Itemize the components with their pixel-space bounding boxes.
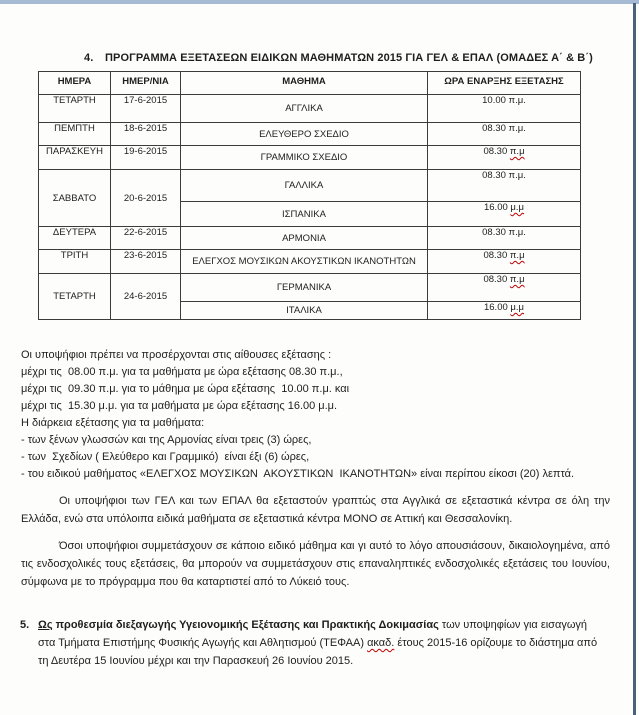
- bold-lead: προθεσμία διεξαγωγής Υγειονομικής Εξέτασης και Πρακτικής Δοκιμασίας: [52, 619, 439, 631]
- column-header-date: ΗΜΕΡ/ΝΙΑ: [111, 72, 181, 95]
- time-cell: 10.00 π.μ.: [428, 95, 581, 123]
- exam-schedule-table: [38, 71, 581, 320]
- text-line: μέχρι τις 08.00 π.μ. για τα μαθήματα με ώρα εξέτασης 08.30 π.μ.,: [21, 366, 343, 378]
- section-5-paragraph: [20, 616, 606, 670]
- text-line: - του ειδικού μαθήματος «ΕΛΕΓΧΟΣ ΜΟΥΣΙΚΩΝ ΑΚΟΥΣΤΙΚΩΝ ΙΚΑΝΟΤΗΤΩΝ» είναι περίπου είκοσι (20) λεπτά.: [21, 468, 575, 480]
- spellcheck-flagged-word: ακαδ.: [367, 637, 395, 649]
- day-cell: ΣΑΒΒΑΤΟ: [39, 170, 111, 227]
- table-row: [39, 250, 581, 274]
- text-line: - των Σχεδίων ( Ελεύθερο και Γραμμικό) είναι έξι (6) ώρες,: [21, 451, 310, 463]
- spellcheck-flagged-word: μ.μ: [510, 302, 524, 313]
- date-cell: 19-6-2015: [111, 146, 181, 170]
- underlined-lead: Ως: [38, 619, 53, 631]
- date-cell: 20-6-2015: [111, 170, 181, 227]
- text-line: - των ξένων γλωσσών και της Αρμονίας είναι τρεις (3) ώρες,: [21, 434, 312, 446]
- section-5-text: [38, 616, 606, 670]
- time-cell: 16.00 μ.μ: [428, 302, 581, 320]
- table-row: [39, 146, 581, 170]
- subject-cell: ΑΓΓΛΙΚΑ: [181, 95, 428, 123]
- table-row: [39, 123, 581, 146]
- subject-cell: ΙΣΠΑΝΙΚΑ: [181, 202, 428, 227]
- day-cell: ΤΡΙΤΗ: [39, 250, 111, 274]
- time-cell: 08.30 π.μ: [428, 250, 581, 274]
- date-cell: 18-6-2015: [111, 123, 181, 146]
- subject-cell: ΓΡΑΜΜΙΚΟ ΣΧΕΔΙΟ: [181, 146, 428, 170]
- table-row: [39, 274, 581, 302]
- spellcheck-flagged-word: π.μ: [509, 274, 525, 285]
- subject-cell: ΕΛΕΥΘΕΡΟ ΣΧΕΔΙΟ: [181, 123, 428, 146]
- date-cell: 23-6-2015: [111, 250, 181, 274]
- section-number: 5.: [20, 619, 30, 631]
- subject-cell: ΑΡΜΟΝΙΑ: [181, 227, 428, 250]
- column-header-time: ΩΡΑ ΕΝΑΡΞΗΣ ΕΞΕΤΑΣΗΣ: [428, 72, 581, 95]
- day-cell: ΤΕΤΑΡΤΗ: [39, 274, 111, 320]
- column-header-day: ΗΜΕΡΑ: [39, 72, 111, 95]
- column-header-subject: ΜΑΘΗΜΑ: [181, 72, 428, 95]
- time-cell: 08.30 π.μ: [428, 274, 581, 302]
- paragraph-absentees: Όσοι υποψήφιοι συμμετάσχουν σε κάποιο ειδικό μάθημα και γι αυτό το λόγο απουσιάσουν, δικαιολογημένα, από τις ενδοσχολικές τους εξετάσεις, θα μπορούν να συμμετάσχουν στις επαναληπτικές ενδοσχολικές εξετάσεις του Ιουνίου, σύμφωνα με το πρόγραμμα που θα καταρτιστεί από το Λύκειό τους.: [21, 540, 610, 588]
- section-number: 4.: [84, 52, 94, 64]
- text-line: Η διάρκεια εξέτασης για τα μαθήματα:: [21, 417, 205, 429]
- time-cell: 16.00 μ.μ: [428, 202, 581, 227]
- window-right-edge: [633, 3, 636, 715]
- table-row: [39, 227, 581, 250]
- day-cell: ΠΕΜΠΤΗ: [39, 123, 111, 146]
- subject-cell: ΓΑΛΛΙΚΑ: [181, 170, 428, 202]
- text-line: μέχρι τις 09.30 π.μ. για το μάθημα με ώρα εξέτασης 10.00 π.μ. και: [21, 383, 350, 395]
- time-cell: 08.30 π.μ.: [428, 227, 581, 250]
- section-4-heading: [84, 52, 632, 64]
- exam-table-body: [39, 95, 581, 320]
- section-title-text: ΠΡΟΓΡΑΜΜΑ ΕΞΕΤΑΣΕΩΝ ΕΙΔΙΚΩΝ ΜΑΘΗΜΑΤΩΝ 2015 ΓΙΑ ΓΕΛ & ΕΠΑΛ (ΟΜΑΔΕΣ Α΄ & Β΄): [105, 52, 593, 64]
- paragraph-exam-centers: Οι υποψήφιοι των ΓΕΛ και των ΕΠΑΛ θα εξεταστούν γραπτώς στα Αγγλικά σε εξεταστικά κέντρα σε όλη την Ελλάδα, ενώ στα υπόλοιπα ειδικά μαθήματα σε εξεταστικά κέντρα ΜΟΝΟ σε Αττική και Θεσσαλονίκη.: [21, 495, 610, 525]
- subject-cell: ΙΤΑΛΙΚΑ: [181, 302, 428, 320]
- spellcheck-flagged-word: π.μ: [509, 250, 525, 261]
- day-cell: ΔΕΥΤΕΡΑ: [39, 227, 111, 250]
- spellcheck-flagged-word: π.μ: [509, 146, 525, 157]
- time-cell: 08.30 π.μ: [428, 146, 581, 170]
- text-line: μέχρι τις 15.30 μ.μ. για τα μαθήματα με ώρα εξέτασης 16.00 μ.μ.: [21, 400, 338, 412]
- subject-cell: ΕΛΕΓΧΟΣ ΜΟΥΣΙΚΩΝ ΑΚΟΥΣΤΙΚΩΝ ΙΚΑΝΟΤΗΤΩΝ: [181, 250, 428, 274]
- time-cell: 08.30 π.μ.: [428, 123, 581, 146]
- text-line: Οι υποψήφιοι πρέπει να προσέρχονται στις αίθουσες εξέτασης :: [21, 349, 332, 361]
- table-row: [39, 95, 581, 123]
- date-cell: 24-6-2015: [111, 274, 181, 320]
- table-header-row: [39, 72, 581, 95]
- time-cell: 08.30 π.μ.: [428, 170, 581, 202]
- table-row: [39, 170, 581, 202]
- subject-cell: ΓΕΡΜΑΝΙΚΑ: [181, 274, 428, 302]
- plain-text: των υποψηφίων για εισαγωγή στα Τμήματα Επιστήμης Φυσικής Αγωγής και Αθλητισμού (ΤΕΦΑΑ): [38, 619, 588, 649]
- day-cell: ΤΕΤΑΡΤΗ: [39, 95, 111, 123]
- date-cell: 22-6-2015: [111, 227, 181, 250]
- spellcheck-flagged-word: μ.μ: [510, 202, 524, 213]
- plain-text: έτους 2015-16 ορίζουμε το διάστημα από τη Δευτέρα 15 Ιουνίου μέχρι και την Παρασκευή 26 Ιουνίου 2015.: [38, 637, 598, 667]
- day-cell: ΠΑΡΑΣΚΕΥΗ: [39, 146, 111, 170]
- document-body: [0, 4, 632, 670]
- date-cell: 17-6-2015: [111, 95, 181, 123]
- intro-paragraph: [21, 347, 612, 483]
